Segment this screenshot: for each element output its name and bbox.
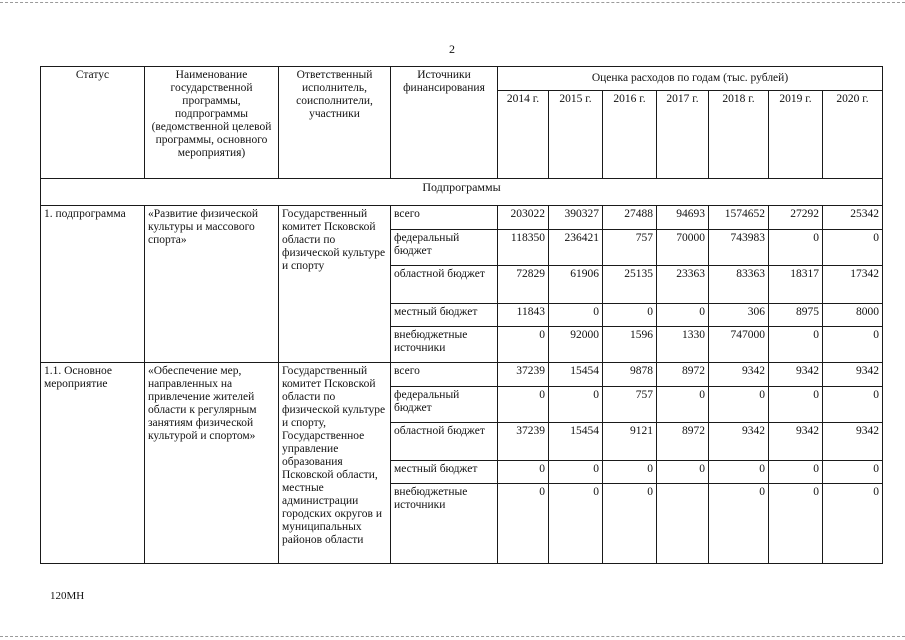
- amount-cell: 0: [657, 461, 709, 484]
- funding-source: федеральный бюджет: [391, 230, 498, 266]
- year-header: 2014 г.: [498, 91, 549, 179]
- budget-table: [40, 66, 883, 564]
- amount-cell: 15454: [549, 423, 603, 461]
- year-header: 2016 г.: [603, 91, 657, 179]
- amount-cell: 61906: [549, 266, 603, 304]
- amount-cell: 92000: [549, 327, 603, 363]
- amount-cell: 0: [823, 327, 883, 363]
- amount-cell: 0: [769, 484, 823, 564]
- amount-cell: 25135: [603, 266, 657, 304]
- header-sources: Источники финансирования: [391, 67, 498, 179]
- amount-cell: 757: [603, 387, 657, 423]
- amount-cell: 27292: [769, 206, 823, 230]
- amount-cell: 0: [498, 387, 549, 423]
- amount-cell: 0: [657, 304, 709, 327]
- amount-cell: 83363: [709, 266, 769, 304]
- page-number: 2: [449, 42, 455, 56]
- amount-cell: 8000: [823, 304, 883, 327]
- amount-cell: 9121: [603, 423, 657, 461]
- amount-cell: 743983: [709, 230, 769, 266]
- amount-cell: 118350: [498, 230, 549, 266]
- year-header: 2020 г.: [823, 91, 883, 179]
- amount-cell: 0: [603, 304, 657, 327]
- amount-cell: 17342: [823, 266, 883, 304]
- amount-cell: 0: [549, 387, 603, 423]
- amount-cell: 0: [769, 461, 823, 484]
- amount-cell: 0: [549, 461, 603, 484]
- amount-cell: 8972: [657, 363, 709, 387]
- amount-cell: 0: [603, 484, 657, 564]
- year-header: 2015 г.: [549, 91, 603, 179]
- amount-cell: 9342: [709, 363, 769, 387]
- page-edge-top: [0, 2, 905, 3]
- amount-cell: 8975: [769, 304, 823, 327]
- budget-table-body: [41, 67, 883, 564]
- amount-cell: 203022: [498, 206, 549, 230]
- amount-cell: 0: [549, 304, 603, 327]
- amount-cell: 390327: [549, 206, 603, 230]
- funding-source: местный бюджет: [391, 461, 498, 484]
- amount-cell: 0: [709, 461, 769, 484]
- amount-cell: 23363: [657, 266, 709, 304]
- amount-cell: 9342: [769, 363, 823, 387]
- funding-source: местный бюджет: [391, 304, 498, 327]
- amount-cell: 72829: [498, 266, 549, 304]
- amount-cell: 0: [709, 484, 769, 564]
- funding-source: всего: [391, 363, 498, 387]
- amount-cell: 747000: [709, 327, 769, 363]
- amount-cell: 0: [823, 484, 883, 564]
- funding-source: внебюджетные источники: [391, 327, 498, 363]
- amount-cell: 8972: [657, 423, 709, 461]
- amount-cell: 25342: [823, 206, 883, 230]
- amount-cell: 15454: [549, 363, 603, 387]
- amount-cell: 0: [603, 461, 657, 484]
- document-code: 120МН: [50, 590, 85, 602]
- row-name: «Развитие физической культуры и массового спорта»: [145, 206, 279, 363]
- header-estimate: Оценка расходов по годам (тыс. рублей): [498, 67, 883, 91]
- header-name: Наименование государственной программы, подпрограммы (ведомственной целевой программы, основного мероприятия): [145, 67, 279, 179]
- header-responsible: Ответственный исполнитель, соисполнители, участники: [279, 67, 391, 179]
- amount-cell: 0: [657, 387, 709, 423]
- row-name: «Обеспечение мер, направленных на привлечение жителей области к регулярным занятиям физической культурой и спортом»: [145, 363, 279, 564]
- section-row: [41, 179, 883, 206]
- amount-cell: 37239: [498, 423, 549, 461]
- amount-cell: 0: [769, 327, 823, 363]
- amount-cell: 9878: [603, 363, 657, 387]
- amount-cell: 9342: [823, 363, 883, 387]
- amount-cell: 0: [823, 387, 883, 423]
- table-row: [41, 206, 883, 230]
- amount-cell: 757: [603, 230, 657, 266]
- amount-cell: 0: [769, 387, 823, 423]
- amount-cell: 0: [709, 387, 769, 423]
- header-status: Статус: [41, 67, 145, 179]
- amount-cell: 0: [498, 327, 549, 363]
- year-header: 2018 г.: [709, 91, 769, 179]
- row-responsible: Государственный комитет Псковской области по физической культуре и спорту, Государственное управление образования Псковской области, местные администрации городских округов и муниципальных районов области: [279, 363, 391, 564]
- funding-source: областной бюджет: [391, 423, 498, 461]
- amount-cell: 236421: [549, 230, 603, 266]
- amount-cell: 0: [823, 230, 883, 266]
- page-edge-bottom: [0, 636, 905, 637]
- funding-source: областной бюджет: [391, 266, 498, 304]
- row-responsible: Государственный комитет Псковской области по физической культуре и спорту: [279, 206, 391, 363]
- amount-cell: 70000: [657, 230, 709, 266]
- amount-cell: 306: [709, 304, 769, 327]
- amount-cell: 9342: [823, 423, 883, 461]
- funding-source: всего: [391, 206, 498, 230]
- amount-cell: 0: [498, 461, 549, 484]
- amount-cell: 18317: [769, 266, 823, 304]
- amount-cell: 37239: [498, 363, 549, 387]
- table-row: [41, 363, 883, 387]
- row-status: 1. подпрограмма: [41, 206, 145, 363]
- amount-cell: 9342: [709, 423, 769, 461]
- header-row: [41, 67, 883, 91]
- amount-cell: [657, 484, 709, 564]
- amount-cell: 11843: [498, 304, 549, 327]
- funding-source: внебюджетные источники: [391, 484, 498, 564]
- amount-cell: 0: [498, 484, 549, 564]
- section-title: Подпрограммы: [41, 179, 883, 206]
- amount-cell: 1330: [657, 327, 709, 363]
- amount-cell: 1574652: [709, 206, 769, 230]
- amount-cell: 0: [549, 484, 603, 564]
- amount-cell: 9342: [769, 423, 823, 461]
- amount-cell: 1596: [603, 327, 657, 363]
- year-header: 2017 г.: [657, 91, 709, 179]
- amount-cell: 0: [769, 230, 823, 266]
- year-header: 2019 г.: [769, 91, 823, 179]
- amount-cell: 27488: [603, 206, 657, 230]
- funding-source: федеральный бюджет: [391, 387, 498, 423]
- amount-cell: 94693: [657, 206, 709, 230]
- row-status: 1.1. Основное мероприятие: [41, 363, 145, 564]
- amount-cell: 0: [823, 461, 883, 484]
